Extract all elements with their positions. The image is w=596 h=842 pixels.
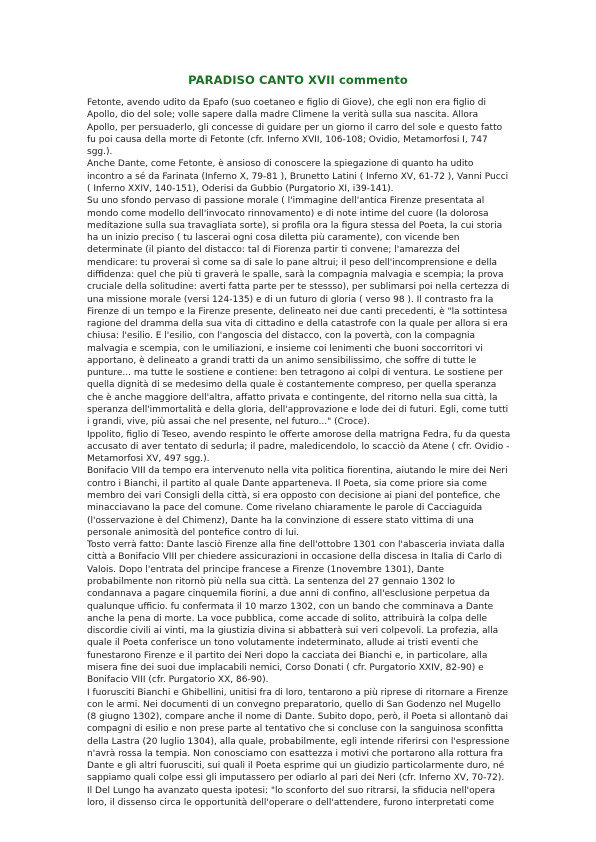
paragraph-bonifacio: Bonifacio VIII da tempo era intervenuto nella vita politica fiorentina, aiutando le mire dei Neri contro i Bianchi, il partito al quale Dante apparteneva. Il Poeta, sia come priore sia come membro dei vari Consigli della città, si era opposto con decisione ai piani del pontefice, che minacciavano la pace del comune. Come rivelano chiaramente le parole di Cacciaguida (l'osservazione è del Chimenz), Dante ha la convinzione di essere stato vittima di una personale animosità del pontefice contro di lui. bbox=[87, 466, 508, 538]
paragraph-sfondo-passione: Su uno sfondo pervaso di passione morale ( l'immagine dell'antica Firenze presentata al mondo come modello dell'invocato rinnovamento) e di note intime del cuore (la dolorosa meditazione sulla sua travagliata sorte), si profila ora la figura stessa del Poeta, la cui storia ha un inizio preciso ( tu lascerai ogni cosa diletta più caramente), con vicende ben determinate (il pianto del distacco: tal di Fiorenza partir ti convene; l'amarezza del mendicare: tu proverai sì come sa di sale lo pane altrui; il peso dell'incomprensione e della diffidenza: quel che più ti graverà le spalle, sarà la compagnia malvagia e scempia; la prova cruciale della solitudine: averti fatta parte per te stessso), per sublimarsi poi nella certezza di una missione morale (versi 124-135) e di un futuro di gloria ( verso 98 ). Il contrasto fra la Firenze di un tempo e la Firenze presente, delineato nei due canti precedenti, è "la sottintesa ragione del dramma della sua vita di cittadino e della catastrofe con la quale per allora si era chiusa: l'esilio. E l'esilio, con l'angoscia del distacco, con la povertà, con la compagnia malvagia e scempia, con le umiliazioni, e insieme coi lenimenti che buoni soccorritori vi apportano, è delineato a grandi tratti da un animo sensibilissimo, che soffre di tutte le punture... ma tutte le sostiene e contiene: ben tetragono ai colpi di ventura. Le sostiene per quella dignità di se medesimo della quale è costantemente compreso, per quella speranza che è anche maggiore dell'altra, affatto privata e contingente, del ritorno nella sua città, la speranza dell'immortalità e della gloria, dell'approvazione e lode dei di futuri. Egli, come tutti i grandi, vive, più assai che nel presente, nel futuro..." (Croce). bbox=[87, 196, 510, 428]
paragraph-fuorusciti: I fuorusciti Bianchi e Ghibellini, unitisi fra di loro, tentarono a più riprese di ritornare a Firenze con le armi. Nei documenti di un convegno preparatorio, quello di San Godenzo nel Mugello (8 giugno 1302), compare anche il nome di Dante. Subito dopo, però, il Poeta si allontanò dai compagni di esilio e non prese parte al tentativo che si concluse con la sanguinosa sconfitta della Lastra (20 luglio 1304), alla quale, probabilmente, egli intende riferirsi con l'espressione n'avrà rossa la tempia. Non conosciamo con esattezza i motivi che portarono alla rottura fra Dante e gli altri fuorusciti, sui quali il Poeta esprime qui un giudizio particolarmente duro, né sappiamo quali colpe essi gli imputassero per odiarlo al pari dei Neri (cfr. Inferno XV, 70-72). Il Del Lungo ha avanzato questa ipotesi: "lo sconforto del suo ritrarsi, la sfiducia nell'opera loro, il dissenso circa le opportunità dell'operare o dell'attendere, furono interpretati come bbox=[87, 687, 510, 809]
paragraph-tosto-verra: Tosto verrà fatto: Dante lasciò Firenze alla fine dell'ottobre 1301 con l'abasceria inviata dalla città a Bonifacio VIII per chiedere assicurazioni in occasione della discesa in Italia di Carlo di Valois. Dopo l'entrata del principe francese a Firenze (1novembre 1301), Dante probabilmente non ritornò più nella sua città. La sentenza del 27 gennaio 1302 lo condannava a pagare cinquemila fiorini, a due anni di confino, all'esclusione perpetua da qualunque ufficio. fu confermata il 10 marzo 1302, con un bando che comminava a Dante anche la pena di morte. La voce pubblica, come accade di solito, attribuirà la colpa delle discordie civili ai vinti, ma la giustizia divina si abbatterà sui veri colpevoli. La profezia, alla quale il Poeta conferisce un tono volutamente indeterminato, allude ai tristi eventi che funestarono Firenze e il partito dei Neri dopo la cacciata dei Bianchi e, in particolare, alla misera fine dei suoi due implacabili nemici, Corso Donati ( cfr. Purgatorio XXIV, 82-90) e Bonifacio VIII (cfr. Purgatorio XX, 86-90). bbox=[87, 540, 505, 686]
document-body bbox=[87, 97, 511, 809]
paragraph-fetonte: Fetonte, avendo udito da Epafo (suo coetaneo e figlio di Giove), che egli non era figlio di Apollo, dio del sole; volle sapere dalla madre Climene la verità sulla sua nascita. Allora Apollo, per persuaderlo, gli concesse di guidare per un giorno il carro del sole e questo fatto fu poi causa della morte di Fetonte (cfr. Inferno XVII, 106-108; Ovidio, Metamorfosi I, 747 sgg.). bbox=[87, 98, 503, 158]
paragraph-dante-ansioso: Anche Dante, come Fetonte, è ansioso di conoscere la spiegazione di quanto ha udito incontro a sé da Farinata (Inferno X, 79-81 ), Brunetto Latini ( Inferno XV, 61-72 ), Vanni Pucci ( Inferno XXIV, 140-151), Oderisi da Gubbio (Purgatorio XI, i39-141). bbox=[87, 159, 509, 194]
paragraph-ippolito: Ippolito, figlio di Teseo, avendo respinto le offerte amorose della matrigna Fedra, fu da questa accusato di aver tentato di sedurla; il padre, maledicendolo, lo scacciò da Atene ( cfr. Ovidio - Metamorfosi XV, 497 sgg.). bbox=[87, 429, 511, 465]
document-title: PARADISO CANTO XVII commento bbox=[188, 73, 408, 87]
